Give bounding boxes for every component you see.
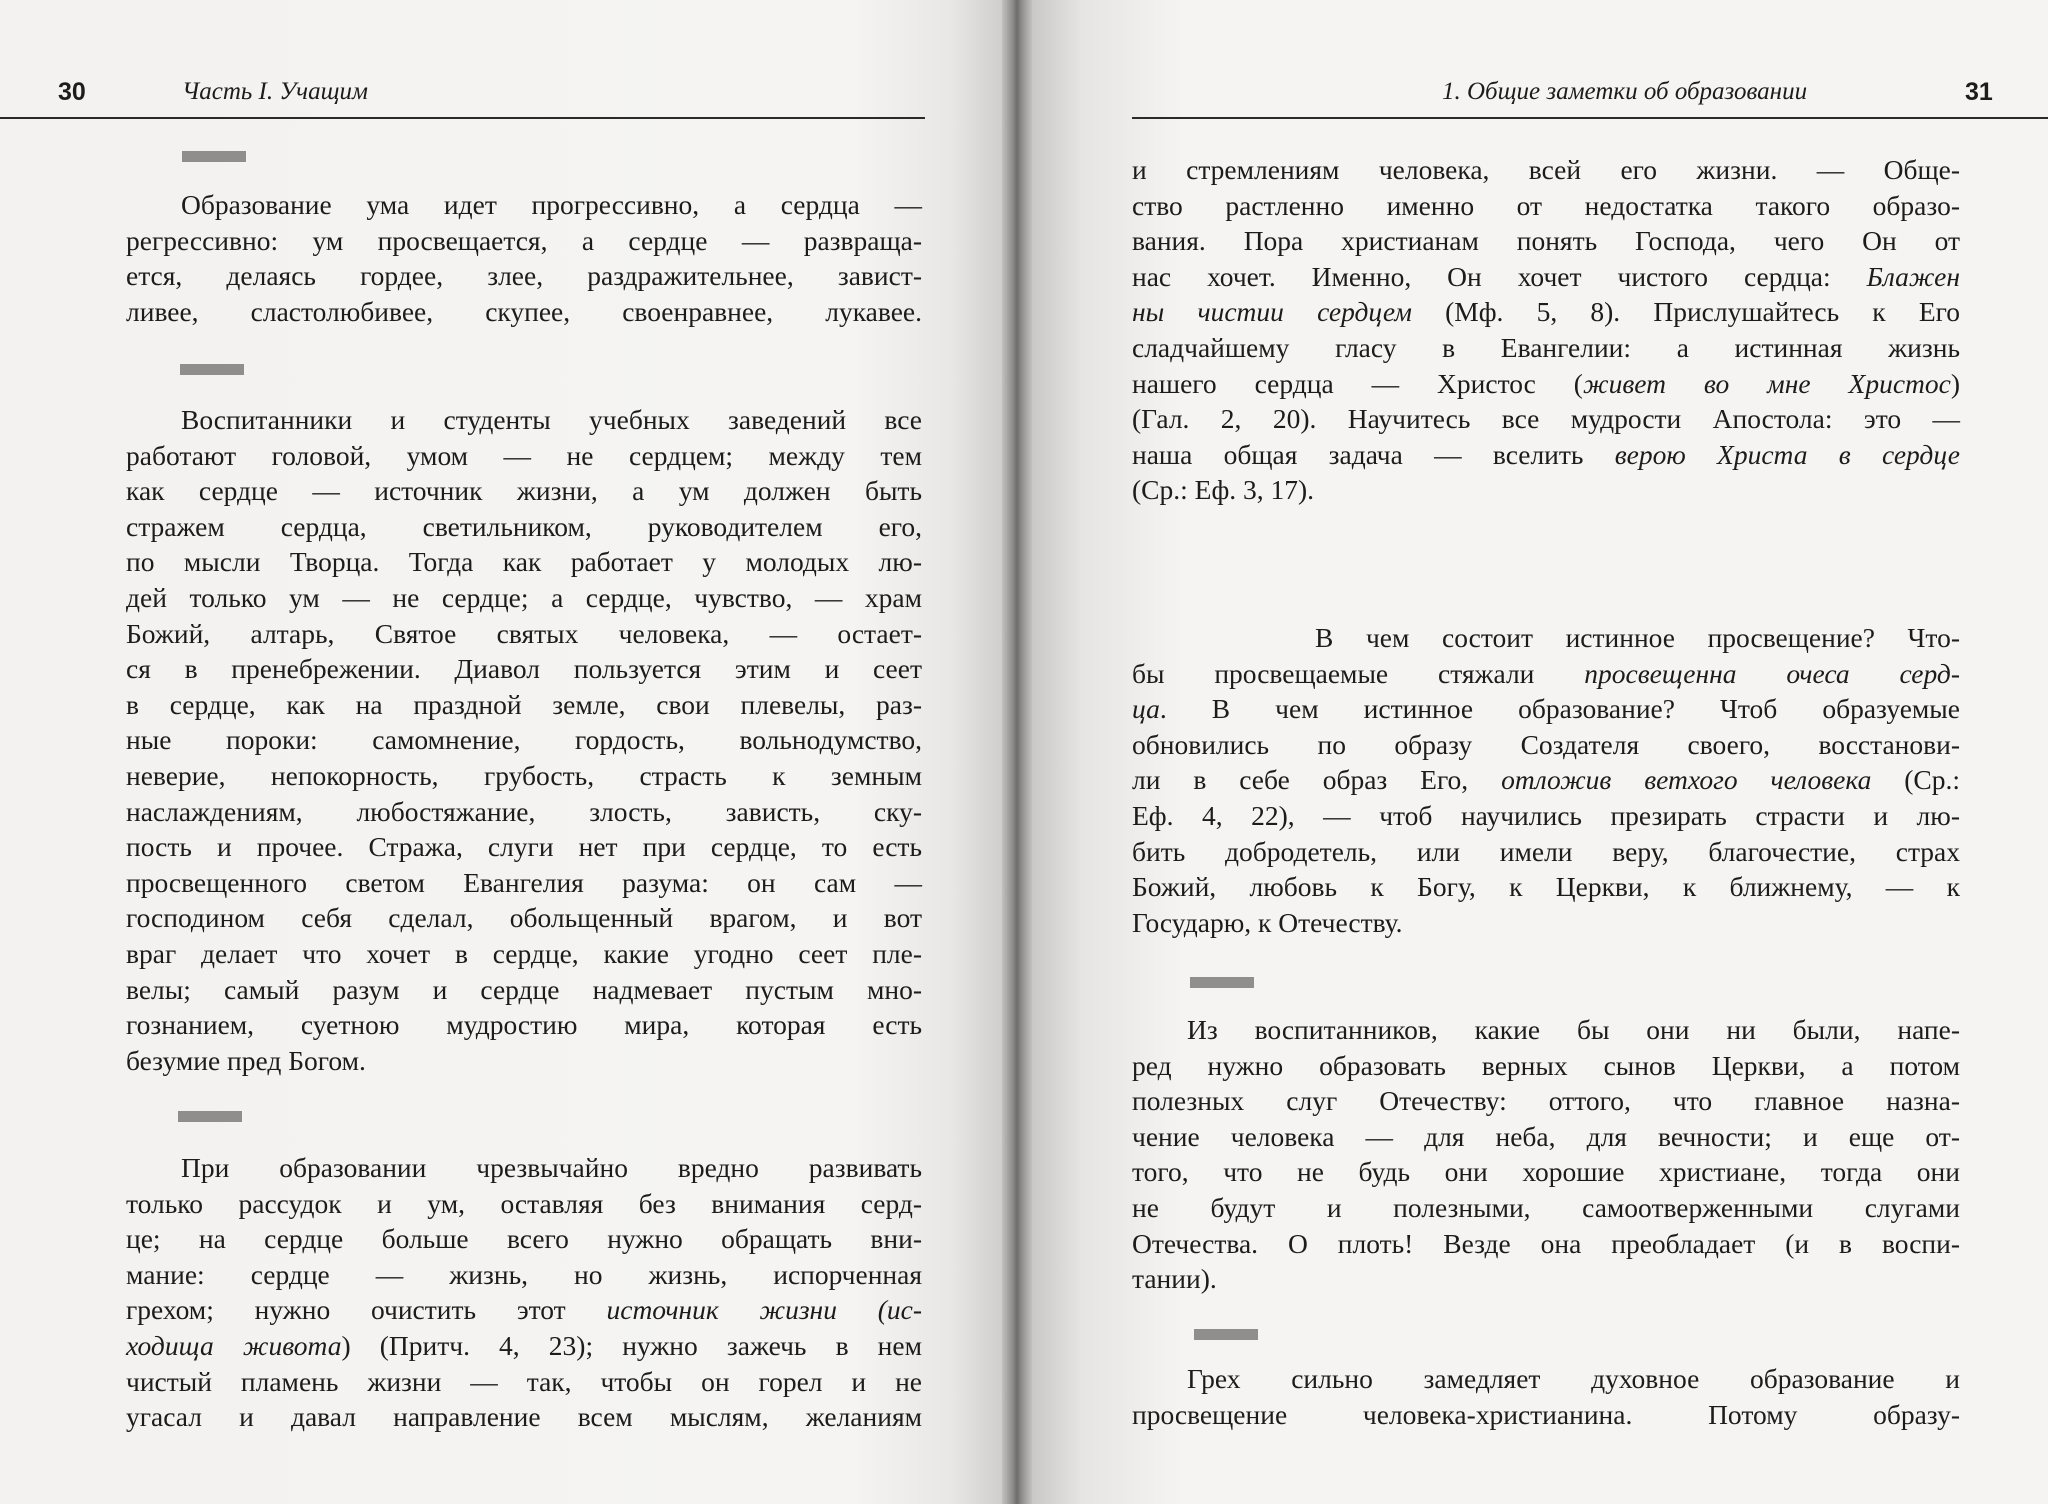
text-line: При образовании чрезвычайно вредно развивать [181, 1152, 922, 1183]
text-line [126, 1292, 922, 1328]
text-line [1132, 366, 1960, 402]
running-title: 1. Общие заметки об образовании [1442, 78, 1808, 105]
text-line [1132, 259, 1960, 295]
text-line: велы; самый разум и сердце надмевает пустым мно- [126, 973, 922, 1005]
paragraph-separator-mark [182, 151, 246, 162]
running-head-right [1032, 72, 2048, 112]
text-line: того, что не будь они хорошие христиане, тогда они [1132, 1156, 1960, 1188]
text-line: обновились по образу Создателя своего, восстанови- [1132, 728, 1960, 760]
text-line: мание: сердце — жизнь, но жизнь, испорченная [126, 1258, 922, 1290]
text-run: грехом; нужно очистить этот [126, 1294, 607, 1326]
paragraph [1132, 1361, 1960, 1432]
text-line: господином себя сделал, обольщенный врагом, и вот [126, 902, 922, 934]
running-head-left [0, 72, 1002, 112]
text-line: просвещение человека-христианина. Потому образу- [1132, 1398, 1960, 1430]
italic-quote: ны чистии сердцем [1132, 296, 1412, 328]
text-run: (Мф. 5, 8). Прислушайтесь к Его [1411, 296, 1960, 328]
text-line: Грех сильно замедляет духовное образование и [1187, 1363, 1960, 1394]
left-page [0, 0, 1002, 1504]
text-line: пость и прочее. Стража, слуги нет при сердце, то есть [126, 831, 922, 863]
text-run: (Ср.: [1871, 764, 1960, 796]
text-line: бить добродетель, или имели веру, благочестие, страх [1132, 835, 1960, 867]
text-line: работают головой, умом — не сердцем; между тем [126, 439, 922, 471]
text-line: (Ср.: Еф. 3, 17). [1132, 474, 1315, 506]
paragraph [1132, 152, 1960, 508]
text-run: нас хочет. Именно, Он хочет чистого сердца: [1132, 260, 1867, 292]
text-line: Государю, к Отечеству. [1132, 906, 1403, 938]
text-line: ся в пренебрежении. Диавол пользуется этим и сеет [126, 653, 922, 685]
header-rule [0, 117, 925, 119]
text-line: ство растленно именно от недостатка такого образо- [1132, 189, 1960, 221]
italic-quote: ходища живота [126, 1329, 342, 1361]
paragraph-separator-mark [1190, 977, 1254, 988]
text-run: наша общая задача — вселить [1132, 438, 1615, 470]
text-line: в сердце, как на праздной земле, свои плевелы, раз- [126, 688, 922, 720]
text-line: враг делает что хочет в сердце, какие угодно сеет пле- [126, 937, 922, 969]
text-run: ) (Притч. 4, 23); нужно зажечь в нем [341, 1329, 922, 1361]
page-number: 31 [1965, 78, 1993, 106]
italic-quote: верою Христа в сердце [1614, 438, 1960, 470]
text-run: ) [1950, 367, 1961, 399]
text-line: Еф. 4, 22), — чтоб научились презирать страсти и лю- [1132, 799, 1960, 831]
paragraph-separator-mark [180, 364, 244, 375]
italic-quote: ца [1132, 693, 1160, 725]
text-line: тании). [1132, 1263, 1217, 1295]
text-line: Воспитанники и студенты учебных заведений все [181, 404, 922, 435]
text-line: Божий, алтарь, Святое святых человека, — остает- [126, 617, 922, 649]
header-rule [1132, 117, 2048, 119]
text-line: ные пороки: самомнение, гордость, вольнодумство, [126, 724, 922, 756]
italic-quote: Блажен [1866, 260, 1960, 292]
text-line: только рассудок и ум, оставляя без внимания серд- [126, 1187, 922, 1219]
text-run: ли в себе образ Его, [1132, 764, 1502, 796]
text-line: ред нужно образовать верных сынов Церкви, а потом [1132, 1049, 1960, 1081]
text-line: стражем сердца, светильником, руководителем его, [126, 510, 922, 542]
paragraph [126, 1150, 922, 1435]
text-line: Отечества. О плоть! Везде она преобладает (и в воспи- [1132, 1227, 1960, 1259]
text-line: регрессивно: ум просвещается, а сердце — развраща- [126, 224, 922, 256]
text-line [1132, 437, 1960, 473]
text-line: дей только ум — не сердце; а сердце, чувство, — храм [126, 581, 922, 613]
text-line: по мысли Творца. Тогда как работает у молодых лю- [126, 546, 922, 578]
page-number: 30 [58, 78, 86, 106]
book-gutter [1002, 0, 1032, 1504]
text-line: Образование ума идет прогрессивно, а сердца — [181, 189, 922, 220]
text-line: чение человека — для неба, для вечности; и еще от- [1132, 1120, 1960, 1152]
text-line: просвещенного светом Евангелия разума: он сам — [126, 866, 922, 898]
paragraph [126, 187, 922, 329]
text-line: не будут и полезными, самоотверженными слугами [1132, 1191, 1960, 1223]
text-line: В чем состоит истинное просвещение? Что- [1315, 622, 1960, 653]
right-page [1032, 0, 2048, 1504]
text-line: вания. Пора христианам понять Господа, чего Он от [1132, 225, 1960, 257]
text-line: сладчайшему гласу в Евангелии: а истинная жизнь [1132, 331, 1960, 363]
text-line: угасал и давал направление всем мыслям, желаниям [126, 1401, 922, 1433]
text-line [1132, 691, 1960, 727]
text-line: це; на сердце больше всего нужно обращать вни- [126, 1223, 922, 1255]
text-line [126, 1328, 922, 1364]
text-line: и стремлениям человека, всей его жизни. — Обще- [1132, 154, 1960, 185]
italic-quote: источник жизни (ис- [606, 1294, 922, 1326]
paragraph [126, 402, 922, 1078]
text-run: . В чем истинное образование? Чтоб образуемые [1159, 693, 1960, 725]
running-title: Часть I. Учащим [182, 78, 368, 105]
italic-quote: отложив ветхого человека [1501, 764, 1872, 796]
text-run: бы просвещаемые стяжали [1132, 657, 1585, 689]
text-line [1132, 294, 1960, 330]
paragraph [1132, 620, 1960, 940]
paragraph [1132, 1012, 1960, 1297]
text-line: неверие, непокорность, грубость, страсть к земным [126, 759, 922, 791]
text-line: как сердце — источник жизни, а ум должен быть [126, 475, 922, 507]
text-run: нашего сердца — Христос ( [1132, 367, 1583, 399]
paragraph-separator-mark [1194, 1329, 1258, 1340]
italic-quote: просвещенна очеса серд- [1584, 657, 1960, 689]
text-line: наслаждениям, любостяжание, злость, зависть, ску- [126, 795, 922, 827]
text-line: (Гал. 2, 20). Научитесь все мудрости Апостола: это — [1132, 403, 1960, 435]
text-line: Из воспитанников, какие бы они ни были, напе- [1187, 1014, 1960, 1045]
text-line: ется, делаясь гордее, злее, раздражительнее, завист- [126, 260, 922, 292]
text-line: ливее, сластолюбивее, скупее, своенравнее, лукавее. [126, 295, 922, 327]
paragraph-separator-mark [178, 1111, 242, 1122]
text-line: гознанием, суетною мудростию мира, которая есть [126, 1009, 922, 1041]
text-line [1132, 762, 1960, 798]
text-line [1132, 656, 1960, 692]
text-line: чистый пламень жизни — так, чтобы он горел и не [126, 1365, 922, 1397]
text-line: Божий, любовь к Богу, к Церкви, к ближнему, — к [1132, 871, 1960, 903]
text-line: полезных слуг Отечеству: оттого, что главное назна- [1132, 1085, 1960, 1117]
italic-quote: живет во мне Христос [1582, 367, 1951, 399]
text-line: безумие пред Богом. [126, 1044, 366, 1076]
